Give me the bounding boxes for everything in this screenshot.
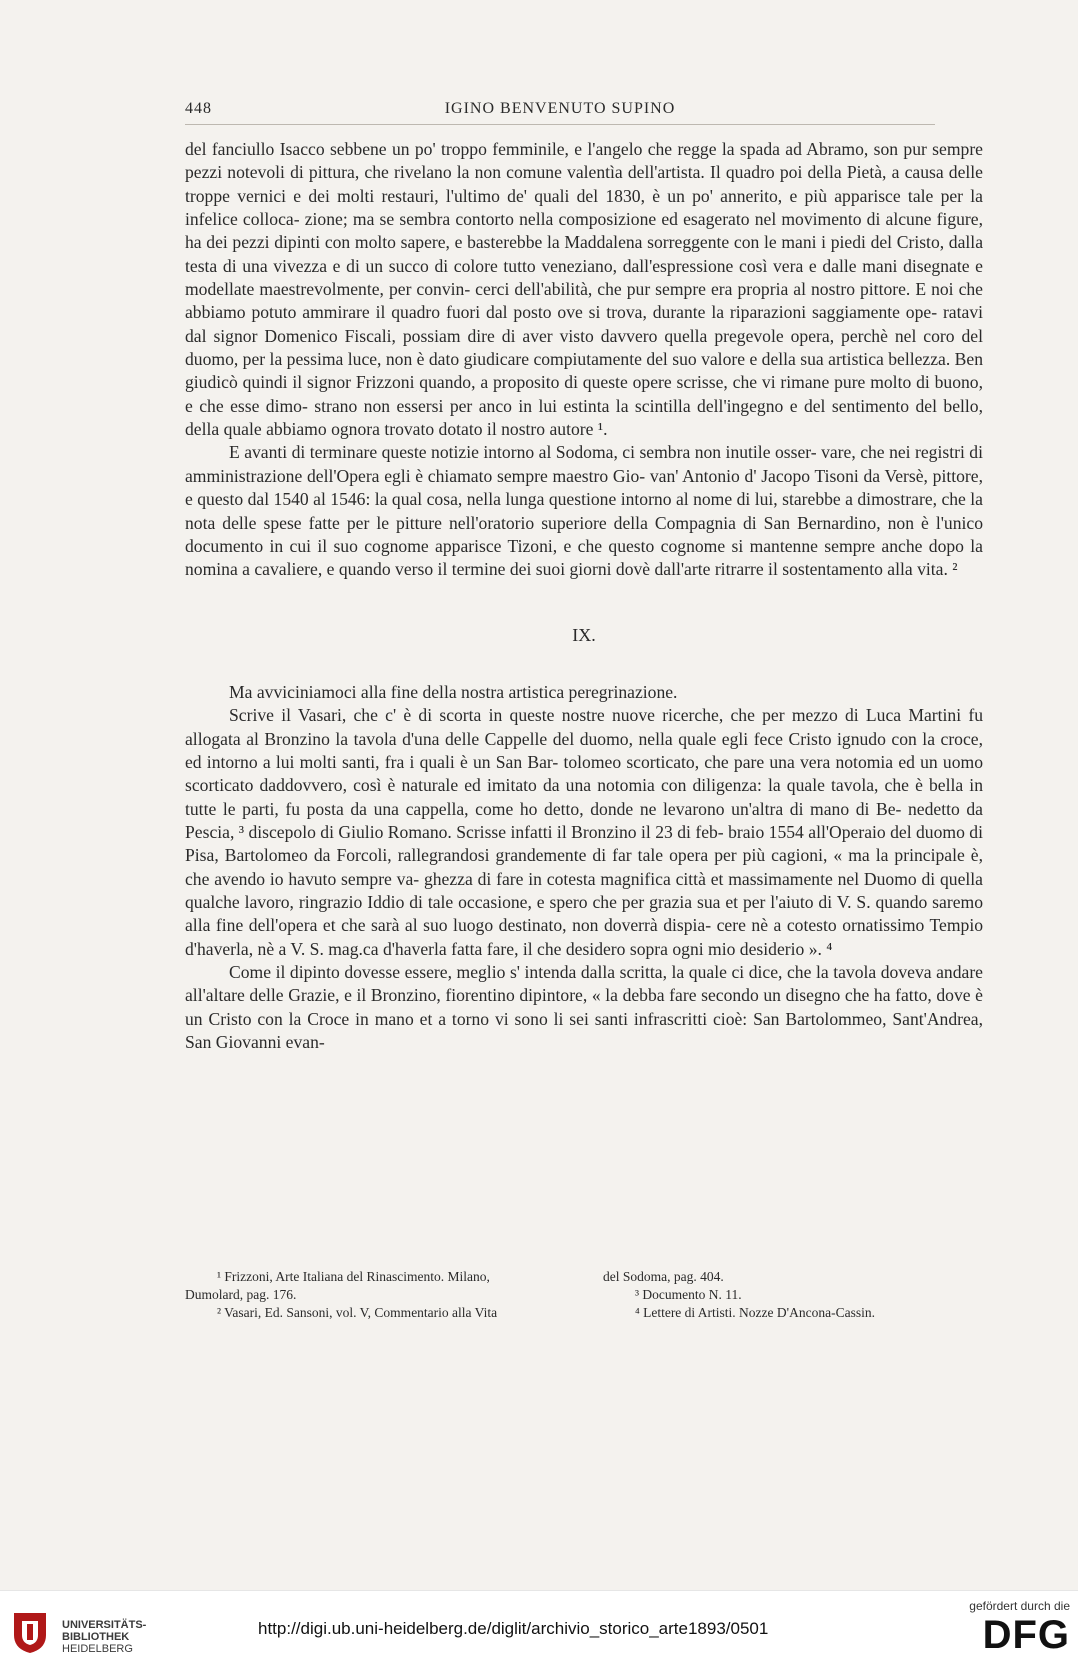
footnotes-left-column [185, 1268, 600, 1322]
page-number: 448 [185, 100, 212, 117]
viewer-footer [0, 1590, 1078, 1675]
footnote-line: Dumolard, pag. 176. [185, 1287, 297, 1302]
dfg-mark: DFG [982, 1613, 1070, 1657]
library-logo[interactable] [10, 1609, 190, 1659]
body-text [185, 138, 983, 1054]
dfg-logo[interactable] [950, 1599, 1070, 1669]
funding-caption: gefördert durch die [969, 1599, 1070, 1613]
footnote-line: ¹ Frizzoni, Arte Italiana del Rinascimento. Milano, [217, 1269, 490, 1284]
paragraph: E avanti di terminare queste notizie intorno al Sodoma, ci sembra non inutile osser- vare, che nei registri di amministrazione dell'Opera egli è chiamato sempre maestro Gio- van' Antonio d' Jacopo Tisoni da Versè, pittore, e questo dal 1540 al 1546: la qual cosa, nella lunga questione intorno al nome di lui, starebbe a dimostrare, che la nota delle spese fatte per le pitture nell'oratorio superiore della Compagnia di San Bernardino, non è l'unico documento in cui il suo cognome apparisce Tizoni, e che questo cognome si mantenne sempre anche dopo la nomina a cavaliere, e quando verso il termine dei suoi giorni dovè dall'arte ritrarre il sostentamento alla vita. ² [185, 442, 983, 580]
section-heading: IX. [572, 624, 596, 645]
paragraph: Scrive il Vasari, che c' è di scorta in queste nostre nuove ricerche, che per mezzo di Luca Martini fu allogata al Bronzino la tavola d'una delle Cappelle del duomo, nella quale egli fece Cristo ignudo con la croce, ed intorno a lui molti santi, fra i quali è un San Bar- tolomeo scorticato, che pare una vera notomia ed un uomo scorticato daddovvero, così è naturale ed imitato da una notomia con diligenza: la quale tavola, che è bella in tutte le parti, fu posta da una cappella, come ho detto, donde ne levarono un'altra di mano di Be- nedetto da Pescia, ³ discepolo di Giulio Romano. Scrisse infatti il Bronzino il 23 di feb- braio 1554 all'Operaio del duomo di Pisa, Bartolomeo da Forcoli, rallegrandosi grandemente di far tale opera per più cagioni, « ma la principale è, che avendo io havuto sempre va- ghezza di fare in cotesta magnifica città et massimamente nel Duomo di quella qualche lavoro, ringrazio Iddio di tale occasione, e spero che per grazia sua et per l'aiuto di V. S. quando saremo alla fine dell'opera et che sarà al suo luogo destinato, non doverrà dispia- cere nè a cotesto ornatissimo Tempio d'haverla, nè a V. S. mag.ca d'haverla fatta fare, il che desidero sopra ogni mio desiderio ». ⁴ [185, 705, 983, 959]
page-header [185, 98, 935, 125]
running-title: IGINO BENVENUTO SUPINO [444, 100, 676, 117]
paragraph: Come il dipinto dovesse essere, meglio s' intenda dalla scritta, la quale ci dice, che la tavola doveva andare all'altare delle Grazie, e il Bronzino, fiorentino dipintore, « la debba fare secondo un disegno che ha fatto, dove è un Cristo con la Croce in mano et a torno vi sono li sei santi infrascritti cioè: San Bartolommeo, Sant'Andrea, San Giovanni evan- [185, 962, 983, 1053]
permalink-url[interactable]: http://digi.ub.uni-heidelberg.de/diglit/archivio_storico_arte1893/0501 [258, 1619, 769, 1638]
footnote-line: ² Vasari, Ed. Sansoni, vol. V, Commentario alla Vita [217, 1305, 498, 1320]
paragraph: Ma avviciniamoci alla fine della nostra artistica peregrinazione. [229, 681, 678, 702]
footnote-line: ⁴ Lettere di Artisti. Nozze D'Ancona-Cassin. [635, 1305, 875, 1320]
library-seal-icon [10, 1609, 50, 1655]
footnote-line: ³ Documento N. 11. [635, 1287, 742, 1302]
footnotes-right-column [603, 1268, 935, 1322]
footnote-line: del Sodoma, pag. 404. [603, 1269, 724, 1284]
paragraph: del fanciullo Isacco sebbene un po' troppo femminile, e l'angelo che regge la spada ad Abramo, son pur sempre pezzi notevoli di pittura, che rivelano la non comune valentìa dell'artista. Il quadro poi della Pietà, a causa delle troppe vernici e dei molti restauri, l'ultimo de' quali del 1830, è un po' annerito, e più apparisce tale per la infelice colloca- zione; ma se sembra contorto nella composizione ed esagerato nel movimento di alcune figure, ha dei pezzi dipinti con molto sapere, e basterebbe la Maddalena sorreggente con le mani i piedi del Cristo, dalla testa di una vivezza e di un succo di colore tutto veneziano, dall'espressione così vera e dalle mani disegnate e modellate maestrevolmente, per convin- cerci dell'abilità, che pur sempre era propria al nostro pittore. E noi che abbiamo potuto ammirare il quadro fuori dal posto ove si trova, durante la riparazioni saggiamente ope- ratavi dal signor Domenico Fiscali, possiam dire di aver visto davvero quella pregevole opera, perchè nel coro del duomo, per la pessima luce, non è dato giudicare compiutamente del suo valore e della sua artistica bellezza. Ben giudicò quindi il signor Frizzoni quando, a proposito di queste opere scrisse, che vi rimane pure molto di buono, e che esse dimo- strano non essersi per anco in lui estinta la scintilla dell'ingegno e del sentimento del bello, della quale abbiamo ognora trovato dotato il nostro autore ¹. [185, 139, 983, 440]
library-name: UNIVERSITÄTS- BIBLIOTHEK HEIDELBERG [62, 1619, 147, 1655]
